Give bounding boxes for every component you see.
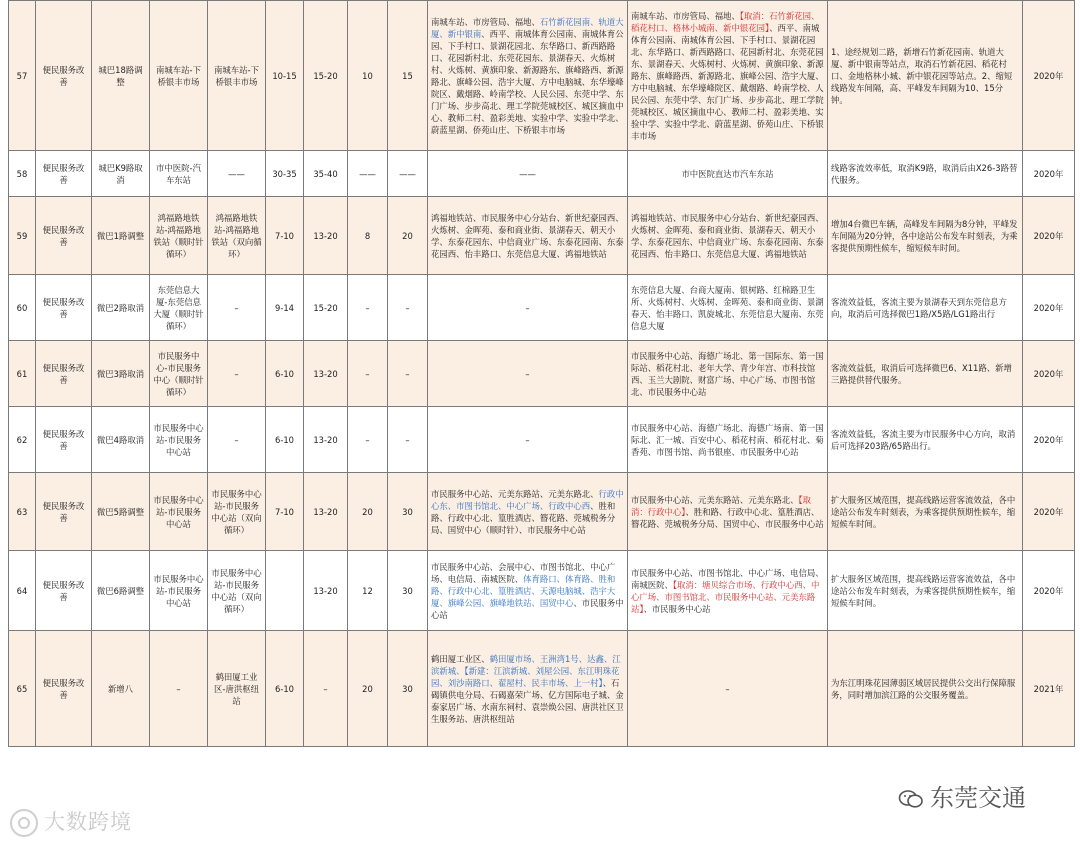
- year-cell: 2020年: [1023, 407, 1075, 473]
- stop-segment: 体育路口、体育路、胜和路、行政中心北、篁胜酒店、天源电脑城、浩宇大厦、旗峰公园、旗峰地铁站、国贸中心: [431, 573, 616, 608]
- stop-segment: 市民服务中心站、元美东路站、元美东路北、: [431, 488, 599, 499]
- peak-vehicles-before-cell: 12: [348, 551, 388, 631]
- route-before-cell: 鸿福路地铁站-鸿福路地铁站（顺时针循环）: [150, 197, 208, 275]
- stop-segment: 、市民服务中心站: [431, 597, 624, 620]
- category-cell: 便民服务改善: [36, 551, 92, 631]
- route-name-cell: 微巴6路调整: [92, 551, 150, 631]
- note-cell: 客流效益低，取消后可选择微巴6、X11路、新增三路提供替代服务。: [828, 341, 1023, 407]
- stops-before-cell: [428, 407, 628, 473]
- note-cell: 客流效益低，客流主要为景湖春天到东莞信息方向，取消后可选择微巴1路/X5路/LG1路出行: [828, 275, 1023, 341]
- stop-segment: 市民服务中心站、会展中心、市图书馆北、中心广场、电信局、南城医院、: [431, 561, 616, 584]
- route-after-cell: 鹤田厦工业区-唐洪枢纽站: [208, 631, 266, 747]
- row-number-cell: 62: [9, 407, 36, 473]
- route-name-cell: 微巴3路取消: [92, 341, 150, 407]
- stop-segment: 南城车站、市房管局、福地、: [631, 10, 740, 21]
- route-before-cell: 市民服务中心站-市民服务中心站: [150, 473, 208, 551]
- headway-before-cell: 7-10: [266, 197, 304, 275]
- year-cell: 2021年: [1023, 631, 1075, 747]
- stops-after-cell: [628, 197, 828, 275]
- category-cell: 便民服务改善: [36, 275, 92, 341]
- peak-vehicles-before-cell: 8: [348, 197, 388, 275]
- headway-before-cell: 6-10: [266, 341, 304, 407]
- note-cell: 线路客流效率低，取消K9路，取消后由X26-3路替代服务。: [828, 151, 1023, 197]
- table-row: [9, 341, 1075, 407]
- peak-vehicles-after-cell: 30: [388, 473, 428, 551]
- headway-after-cell: 13-20: [304, 341, 348, 407]
- stop-segment: 鸿福地铁站、市民服务中心分站台、新世纪豪园西、火炼树、金晖苑、泰和商业街、景湖春天、朝天小学、东泰花园东、中信商业广场、东泰花园南、东泰花园西、怡丰路口、东莞信息大厦、鸿福地铁站: [431, 212, 624, 259]
- stop-segment: –: [525, 302, 530, 313]
- headway-after-cell: 35-40: [304, 151, 348, 197]
- route-before-cell: –: [150, 631, 208, 747]
- headway-before-cell: 6-10: [266, 631, 304, 747]
- table-row: [9, 473, 1075, 551]
- route-after-cell: –: [208, 341, 266, 407]
- peak-vehicles-before-cell: –: [348, 341, 388, 407]
- stop-segment: 鸿福地铁站、市民服务中心分站台、新世纪豪园西、火炼树、金晖苑、泰和商业街、景湖春天、朝天小学、东泰花园东、中信商业广场、东泰花园南、东泰花园西、怡丰路口、东莞信息大厦、鸿福地铁站: [631, 212, 824, 259]
- stop-segment: –: [525, 368, 530, 379]
- wechat-icon: [898, 789, 924, 809]
- stop-segment: 鹤田厦工业区、: [431, 653, 490, 664]
- peak-vehicles-after-cell: –: [388, 407, 428, 473]
- stop-segment: 、西平、南城体育公园南、南城体育公园、下手村口、景湖花园北、东华路口、新西路路口、花园新村北、东莞花园东、景湖春天、火炼树村、火炼树、黄旗印象、新源路东、旗峰路西、新源路北、旗峰公园、浩宇大厦、方中电脑城、东华壕峰院区、戴烟路、岭南学校、人民公园、东莞中学、东门广场、步步高北、理工学院莞城校区、城区摘血中心、教师二村、盈彩美地、实验中学、实验中学北、蔚蓝星湖、侨苑山庄、下桥银丰市场: [631, 22, 824, 141]
- row-number-cell: 57: [9, 1, 36, 151]
- watermark-logo-icon: [10, 809, 38, 837]
- category-cell: 便民服务改善: [36, 197, 92, 275]
- peak-vehicles-before-cell: –: [348, 275, 388, 341]
- stop-segment: 、西平、南城体育公园南、南城体育公园、下手村口、景湖花园北、东华路口、新西路路口、花园新村北、东莞花园东、景湖春天、火炼树村、火炼树、黄旗印象、新源路东、旗峰路西、新源路北、旗峰公园、浩宇大厦、方中电脑城、东华壕峰院区、戴烟路、岭南学校、人民公园、东莞中学、东门广场、步步高北、理工学院莞城校区、城区摘血中心、教师二村、盈彩美地、实验中学、实验中学北、蔚蓝星湖、侨苑山庄、下桥银丰市场: [431, 28, 624, 135]
- table-row: [9, 407, 1075, 473]
- stops-before-cell: [428, 1, 628, 151]
- stop-segment: –: [525, 434, 530, 445]
- watermark-right-text: 东莞交通: [930, 784, 1026, 812]
- stops-before-cell: [428, 631, 628, 747]
- table-row: [9, 197, 1075, 275]
- table-row: [9, 1, 1075, 151]
- stop-segment: 东莞信息大厦、台商大厦南、银树路、红棉路卫生所、火炼树村、火炼树、金晖苑、泰和商业街、景湖春天、怡丰路口、凯旋城北、东莞信息大厦南、东莞信息大厦: [631, 284, 824, 331]
- stop-segment: 、石碣镇供电分局、石碣嘉荣广场、亿方国际电子城、金泰家居广场、水南东祠村、袁崇焕公园、唐洪社区卫生服务站、唐洪枢纽站: [431, 677, 624, 724]
- row-number-cell: 61: [9, 341, 36, 407]
- stop-segment: 市民服务中心站、市图书馆北、中心广场、电信局、南城医院、: [631, 567, 824, 590]
- note-cell: 扩大服务区域范围，提高线路运营客流效益，各中途站公布发车时刻表，为乘客提供预期性候车，缩短候车时间。: [828, 551, 1023, 631]
- route-after-cell: ——: [208, 151, 266, 197]
- route-after-cell: –: [208, 407, 266, 473]
- headway-after-cell: 13-20: [304, 473, 348, 551]
- route-before-cell: 市民服务中心站-市民服务中心站: [150, 407, 208, 473]
- stops-after-cell: [628, 407, 828, 473]
- peak-vehicles-before-cell: –: [348, 407, 388, 473]
- row-number-cell: 63: [9, 473, 36, 551]
- headway-after-cell: 15-20: [304, 275, 348, 341]
- peak-vehicles-before-cell: 10: [348, 1, 388, 151]
- peak-vehicles-before-cell: 20: [348, 473, 388, 551]
- stops-before-cell: [428, 197, 628, 275]
- table-row: [9, 631, 1075, 747]
- category-cell: 便民服务改善: [36, 341, 92, 407]
- route-before-cell: 东莞信息大厦-东莞信息大厦（顺时针循环）: [150, 275, 208, 341]
- note-cell: 1、途经规划二路，新增石竹新花园南、轨道大厦、新中银南等站点，取消石竹新花园、稻花村口、金地格林小城、新中银花园等站点。2、缩短线路发车间隔，高、平峰发车间隔为10、15分钟。: [828, 1, 1023, 151]
- category-cell: 便民服务改善: [36, 473, 92, 551]
- route-after-cell: –: [208, 275, 266, 341]
- route-name-cell: 微巴2路取消: [92, 275, 150, 341]
- headway-after-cell: 13-20: [304, 551, 348, 631]
- row-number-cell: 60: [9, 275, 36, 341]
- route-name-cell: 城巴18路调整: [92, 1, 150, 151]
- headway-before-cell: 30-35: [266, 151, 304, 197]
- table-row: [9, 551, 1075, 631]
- headway-before-cell: 6-10: [266, 407, 304, 473]
- route-name-cell: 微巴5路调整: [92, 473, 150, 551]
- headway-after-cell: –: [304, 631, 348, 747]
- watermark-left-text: 大数跨境: [44, 810, 132, 834]
- stops-before-cell: [428, 275, 628, 341]
- year-cell: 2020年: [1023, 341, 1075, 407]
- peak-vehicles-after-cell: 30: [388, 551, 428, 631]
- stops-after-cell: [628, 1, 828, 151]
- headway-before-cell: 10-15: [266, 1, 304, 151]
- route-after-cell: 鸿福路地铁站-鸿福路地铁站（双向循环）: [208, 197, 266, 275]
- stop-segment: 、胜和路、行政中心北、篁胜酒店、簪花路、莞城税务分局、国贸中心（顺时针）、市民服务中心站: [431, 500, 616, 535]
- stops-before-cell: [428, 551, 628, 631]
- peak-vehicles-after-cell: –: [388, 275, 428, 341]
- peak-vehicles-after-cell: 30: [388, 631, 428, 747]
- route-before-cell: 市民服务中心站-市民服务中心站: [150, 551, 208, 631]
- note-cell: 为东江明珠花园薄弱区域居民提供公交出行保障服务，同时增加滨江路的公交服务覆盖。: [828, 631, 1023, 747]
- watermark-right: [898, 778, 1026, 813]
- year-cell: 2020年: [1023, 551, 1075, 631]
- route-name-cell: 城巴K9路取消: [92, 151, 150, 197]
- peak-vehicles-before-cell: ——: [348, 151, 388, 197]
- stop-segment: ——: [519, 168, 536, 179]
- category-cell: 便民服务改善: [36, 151, 92, 197]
- category-cell: 便民服务改善: [36, 631, 92, 747]
- stops-after-cell: [628, 631, 828, 747]
- stop-segment: 行政中心东、市图书馆北、中心广场、行政中心西: [431, 488, 624, 511]
- stops-after-cell: [628, 341, 828, 407]
- stop-segment: 【取消：石竹新花园、稻花村口、格林小城南、新中银花园】: [631, 10, 820, 33]
- stops-before-cell: [428, 341, 628, 407]
- stop-segment: 市民服务中心站、海德广场北、第一国际东、第一国际站、稻花村北、老年大学、青少年宫、市科技馆西、玉兰大剧院、财富广场、中心广场、市图书馆北、市民服务中心站: [631, 350, 824, 397]
- year-cell: 2020年: [1023, 275, 1075, 341]
- route-name-cell: 微巴4路取消: [92, 407, 150, 473]
- category-cell: 便民服务改善: [36, 1, 92, 151]
- peak-vehicles-after-cell: 20: [388, 197, 428, 275]
- stop-segment: 【取消：行政中心】: [631, 494, 812, 517]
- route-after-cell: 市民服务中心站-市民服务中心站（双向循环）: [208, 473, 266, 551]
- headway-before-cell: [266, 551, 304, 631]
- table-row: [9, 275, 1075, 341]
- stop-segment: 鹤田厦市场、王洲湾1号、达鑫、江滨新城、【新建：江滨新城、刘屋公园、东江明珠花园、刘沙南路口、翟屋村、民丰市场、上一村】: [431, 653, 621, 688]
- peak-vehicles-after-cell: ——: [388, 151, 428, 197]
- row-number-cell: 58: [9, 151, 36, 197]
- note-cell: 增加4台微巴车辆，高峰发车间隔为8分钟，平峰发车间隔为20分钟，各中途站公布发车时刻表，为乘客提供预期性候车，缩短候车时间。: [828, 197, 1023, 275]
- table-row: [9, 151, 1075, 197]
- stop-segment: 【取消：塘贝综合市场、行政中心西、中心广场、市图书馆北、市民服务中心站、元美东路站】: [631, 579, 820, 614]
- stop-segment: 市民服务中心站、海德广场北、海德广场南、第一国际北、汇一城、百安中心、稻花村南、稻花村北、菊香苑、市图书馆、尚书银座、市民服务中心站: [631, 422, 824, 457]
- headway-after-cell: 13-20: [304, 407, 348, 473]
- row-number-cell: 59: [9, 197, 36, 275]
- peak-vehicles-before-cell: 20: [348, 631, 388, 747]
- route-before-cell: 市民服务中心-市民服务中心（顺时针循环）: [150, 341, 208, 407]
- route-after-cell: 南城车站-下桥银丰市场: [208, 1, 266, 151]
- stop-segment: 、胜和路、行政中心北、篁胜酒店、簪花路、莞城税务分局、国贸中心、市民服务中心站: [631, 506, 824, 529]
- year-cell: 2020年: [1023, 151, 1075, 197]
- stop-segment: 石竹新花园南、轨道大厦、新中银南: [431, 16, 624, 39]
- stops-before-cell: [428, 151, 628, 197]
- stop-segment: –: [725, 683, 730, 694]
- year-cell: 2020年: [1023, 197, 1075, 275]
- bus-route-adjustment-table: [8, 0, 1075, 747]
- route-before-cell: 南城车站-下桥银丰市场: [150, 1, 208, 151]
- stop-segment: 南城车站、市房管局、福地、: [431, 16, 540, 27]
- headway-after-cell: 15-20: [304, 1, 348, 151]
- year-cell: 2020年: [1023, 1, 1075, 151]
- route-name-cell: 新增八: [92, 631, 150, 747]
- peak-vehicles-after-cell: 15: [388, 1, 428, 151]
- watermark-left: [10, 806, 132, 837]
- row-number-cell: 65: [9, 631, 36, 747]
- stops-after-cell: [628, 275, 828, 341]
- stops-after-cell: [628, 151, 828, 197]
- headway-before-cell: 9-14: [266, 275, 304, 341]
- route-before-cell: 市中医院-汽车东站: [150, 151, 208, 197]
- route-name-cell: 微巴1路调整: [92, 197, 150, 275]
- row-number-cell: 64: [9, 551, 36, 631]
- category-cell: 便民服务改善: [36, 407, 92, 473]
- stops-after-cell: [628, 473, 828, 551]
- stops-after-cell: [628, 551, 828, 631]
- route-after-cell: 市民服务中心站-市民服务中心站（双向循环）: [208, 551, 266, 631]
- peak-vehicles-after-cell: –: [388, 341, 428, 407]
- note-cell: 客流效益低，客流主要为市民服务中心方向，取消后可选择203路/65路出行。: [828, 407, 1023, 473]
- headway-before-cell: 7-10: [266, 473, 304, 551]
- headway-after-cell: 13-20: [304, 197, 348, 275]
- stop-segment: 市民服务中心站、元美东路站、元美东路北、: [631, 494, 799, 505]
- note-cell: 扩大服务区域范围，提高线路运营客流效益，各中途站公布发车时刻表，为乘客提供预期性候车，缩短候车时间。: [828, 473, 1023, 551]
- stops-before-cell: [428, 473, 628, 551]
- stop-segment: 、市民服务中心站: [643, 603, 711, 614]
- stop-segment: 市中医院直达市汽车东站: [681, 168, 774, 179]
- year-cell: 2020年: [1023, 473, 1075, 551]
